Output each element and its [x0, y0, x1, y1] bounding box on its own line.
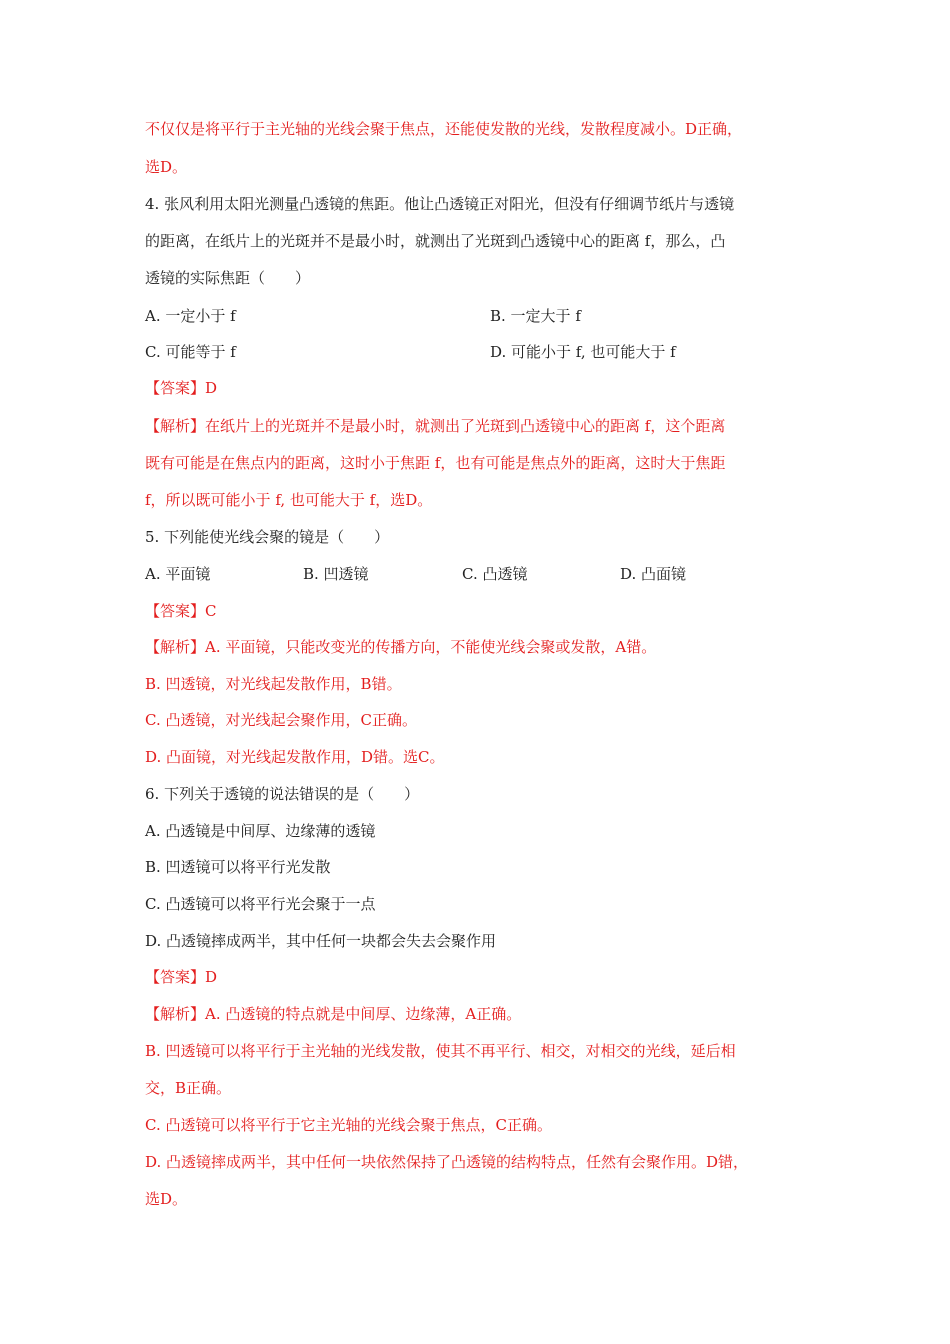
q6-stem: 6. 下列关于透镜的说法错误的是（ ）	[145, 785, 420, 803]
q6-answer: 【答案】D	[145, 968, 218, 986]
q4-option-a: A. 一定小于 f	[145, 307, 236, 325]
q6-explanation-line-3: 交，B正确。	[145, 1079, 232, 1097]
q4-stem-line-3: 透镜的实际焦距（ ）	[145, 269, 311, 287]
q6-option-a: A. 凸透镜是中间厚、边缘薄的透镜	[145, 822, 376, 840]
q6-option-b: B. 凹透镜可以将平行光发散	[145, 858, 331, 876]
q4-option-c: C. 可能等于 f	[145, 343, 236, 361]
q5-explanation-line-1: 【解析】A. 平面镜，只能改变光的传播方向，不能使光线会聚或发散，A错。	[145, 638, 657, 656]
q6-explanation-line-5: D. 凸透镜摔成两半，其中任何一块依然保持了凸透镜的结构特点，任然有会聚作用。D错，	[145, 1153, 749, 1171]
q6-explanation-line-2: B. 凹透镜可以将平行于主光轴的光线发散，使其不再平行、相交，对相交的光线，延后相	[145, 1042, 736, 1060]
q6-option-d: D. 凸透镜摔成两半，其中任何一块都会失去会聚作用	[145, 932, 497, 950]
q5-option-b: B. 凹透镜	[303, 565, 369, 583]
q4-option-d: D. 可能小于 f, 也可能大于 f	[490, 343, 676, 361]
q4-stem-line-2: 的距离，在纸片上的光斑并不是最小时，就测出了光斑到凸透镜中心的距离 f，那么，凸	[145, 232, 726, 250]
q4-explanation-line-3: f，所以既可能小于 f, 也可能大于 f，选D。	[145, 491, 433, 509]
q4-answer: 【答案】D	[145, 379, 218, 397]
q5-option-d: D. 凸面镜	[620, 565, 687, 583]
q6-explanation-line-6: 选D。	[145, 1190, 188, 1208]
q6-explanation-line-1: 【解析】A. 凸透镜的特点就是中间厚、边缘薄，A正确。	[145, 1005, 522, 1023]
q6-option-c: C. 凸透镜可以将平行光会聚于一点	[145, 895, 376, 913]
q4-explanation-line-1: 【解析】在纸片上的光斑并不是最小时，就测出了光斑到凸透镜中心的距离 f，这个距离	[145, 417, 726, 435]
q5-option-c: C. 凸透镜	[462, 565, 528, 583]
q4-option-b: B. 一定大于 f	[490, 307, 581, 325]
q4-stem-line-1: 4. 张风利用太阳光测量凸透镜的焦距。他让凸透镜正对阳光，但没有仔细调节纸片与透镜	[145, 195, 735, 213]
prev-explanation-line-1: 不仅仅是将平行于主光轴的光线会聚于焦点，还能使发散的光线，发散程度减小。D正确，	[145, 120, 743, 138]
q5-explanation-line-4: D. 凸面镜，对光线起发散作用，D错。选C。	[145, 748, 445, 766]
q5-answer: 【答案】C	[145, 602, 217, 620]
q5-explanation-line-3: C. 凸透镜，对光线起会聚作用，C正确。	[145, 711, 417, 729]
q4-explanation-line-2: 既有可能是在焦点内的距离，这时小于焦距 f，也有可能是焦点外的距离，这时大于焦距	[145, 454, 726, 472]
q5-stem: 5. 下列能使光线会聚的镜是（ ）	[145, 528, 390, 546]
q6-explanation-line-4: C. 凸透镜可以将平行于它主光轴的光线会聚于焦点，C正确。	[145, 1116, 552, 1134]
q5-option-a: A. 平面镜	[145, 565, 211, 583]
prev-explanation-line-2: 选D。	[145, 158, 188, 176]
q5-explanation-line-2: B. 凹透镜，对光线起发散作用，B错。	[145, 675, 402, 693]
